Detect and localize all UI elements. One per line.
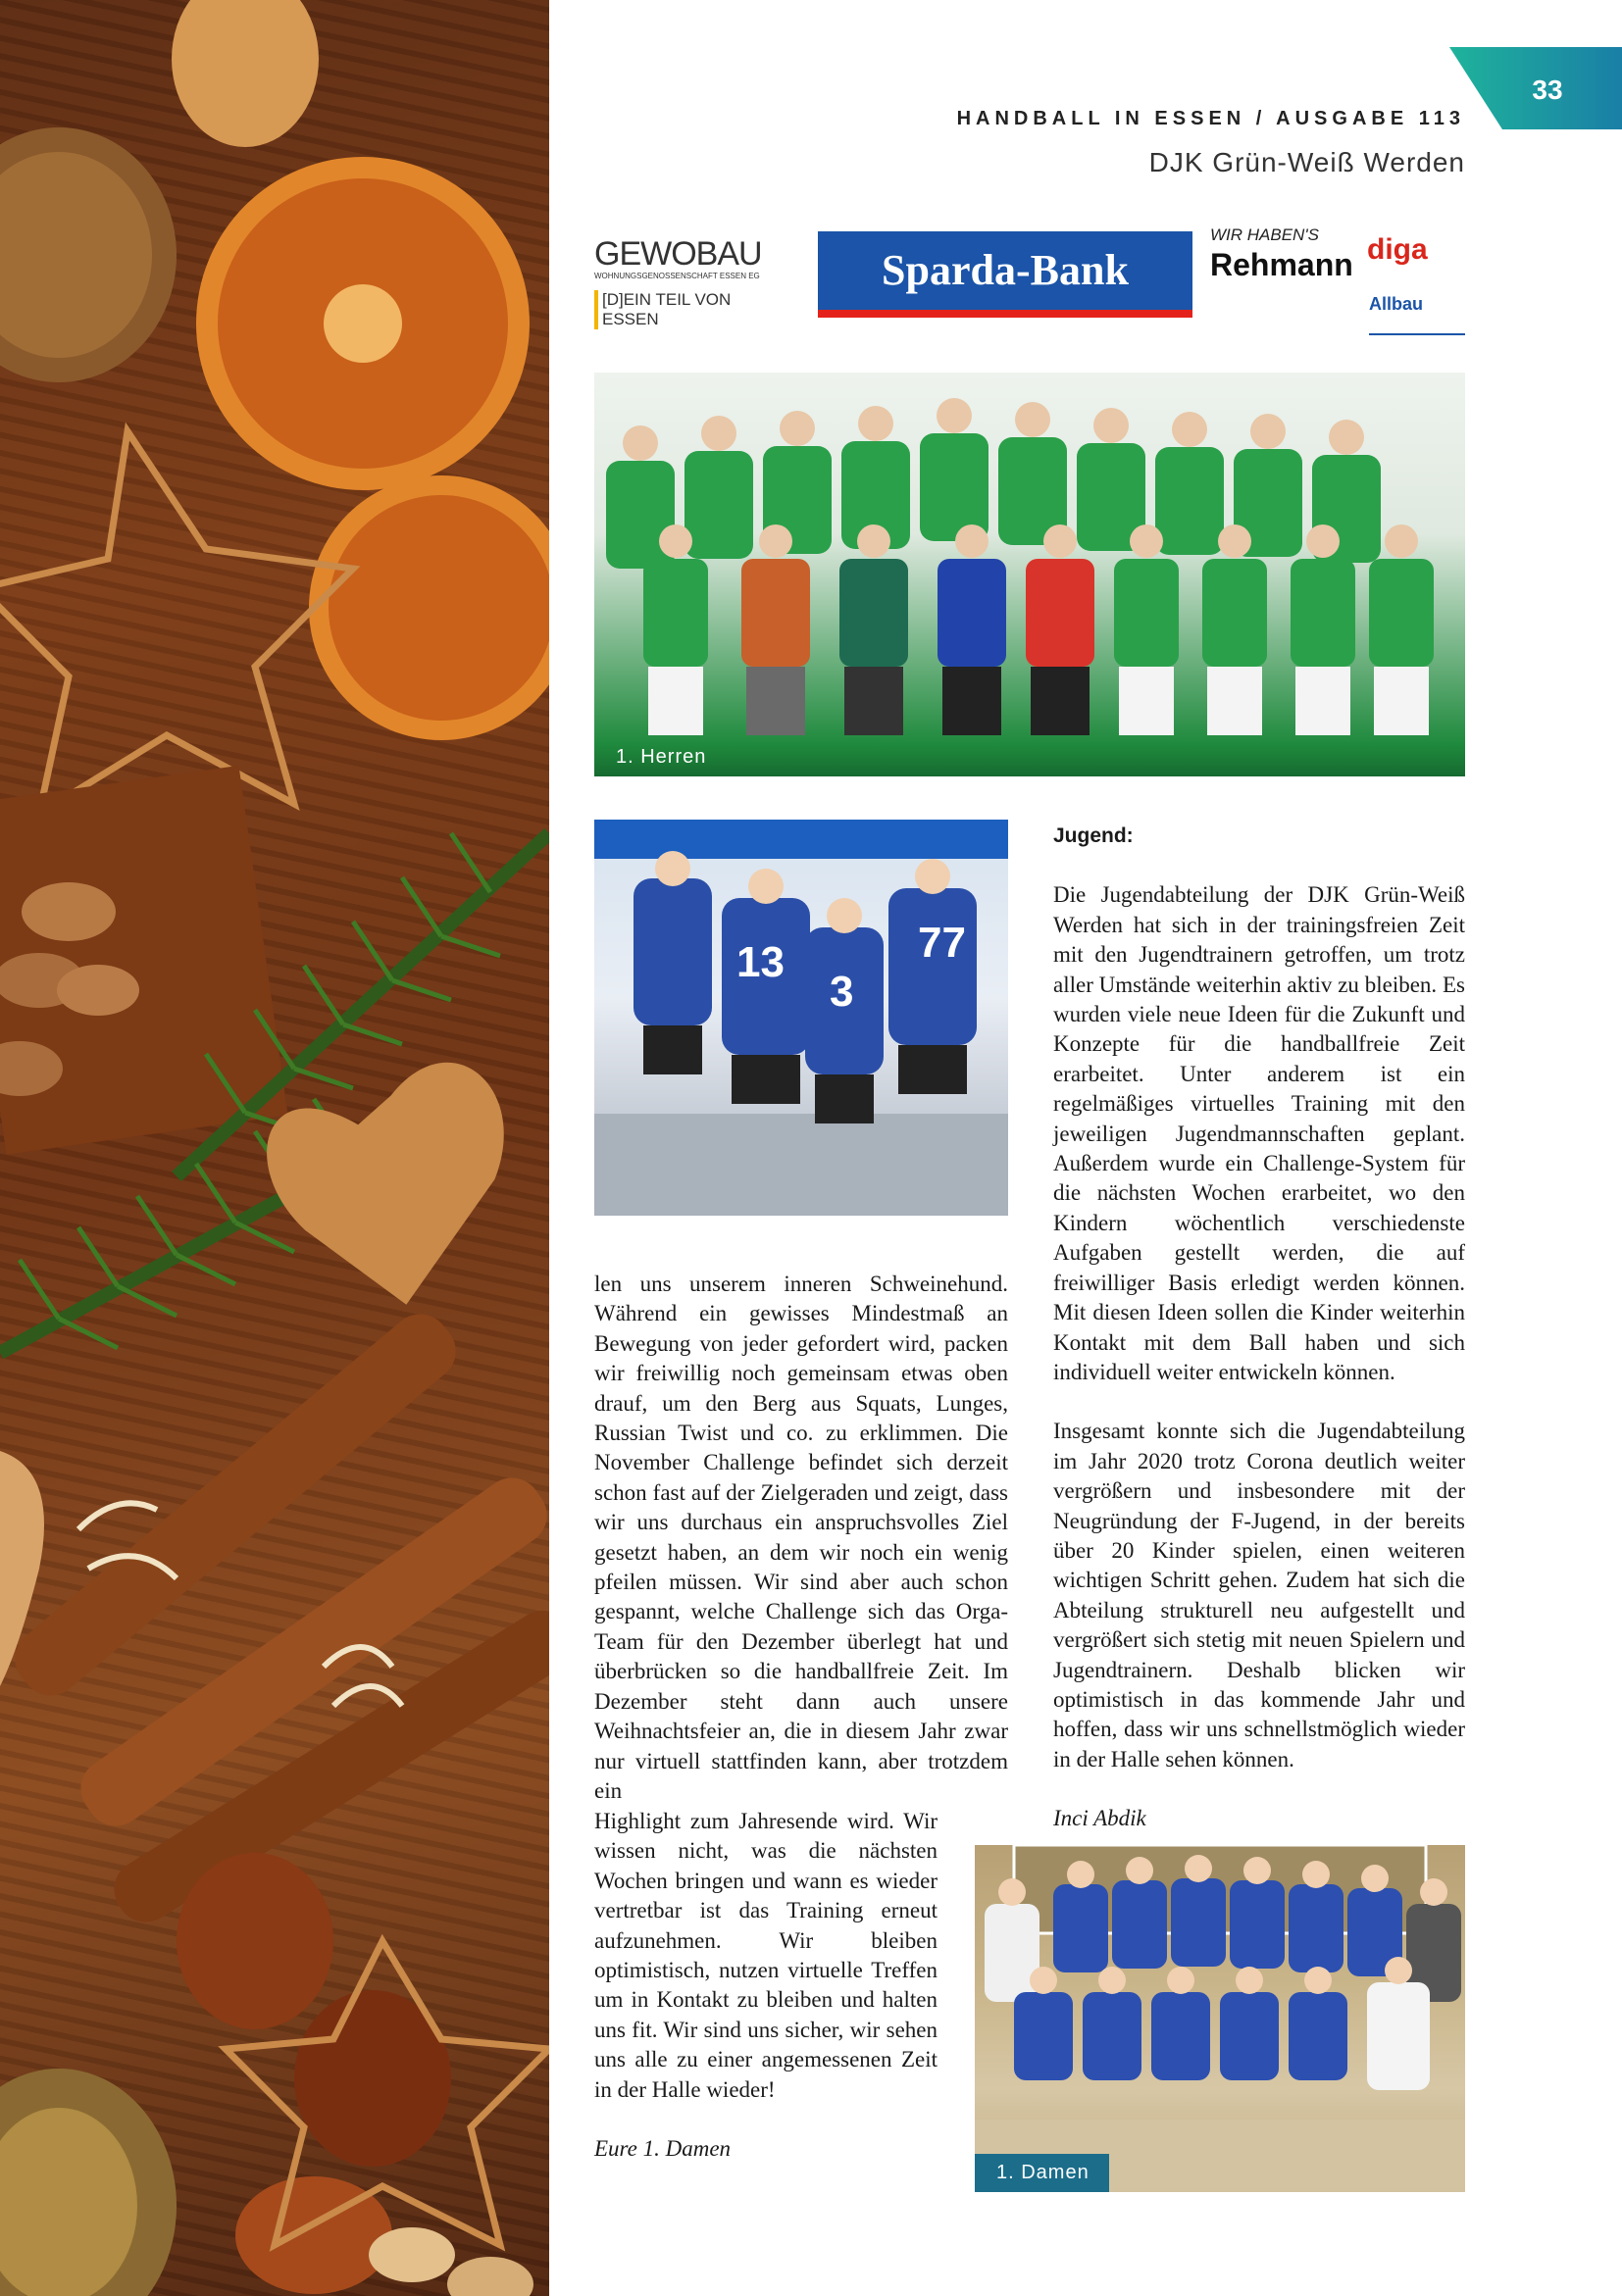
svg-text:3: 3: [830, 968, 854, 1016]
jugend-signature: Inci Abdik: [1053, 1806, 1146, 1831]
jugend-paragraph-1: Die Jugendabteilung der DJK Grün-Weiß Werden hat sich in der trainingsfreien Zeit mit den Jugendtrainern getroffen, um trotz aller Umstände weiterhin aktiv zu bleiben. Es wurden viele neue Ideen für die Zukunft und Konzepte für die handballfreie Zeit erarbeitet. Unter anderem ist ein regelmäßiges virtuelles Training mit den jeweiligen Jugendmannschaften geplant. Außerdem wurde ein Challenge-System für die nächsten Wochen erarbeitet, wo den Kindern wöchentlich verschiedenste Aufgaben gestellt werden, die auf freiwilliger Basis erledigt werden können. Mit diesen Ideen sollen die Kinder weiterhin Kontakt mit dem Ball haben und sich individuell weiter entwickeln können.: [1053, 882, 1465, 1384]
left-signature: Eure 1. Damen: [594, 2136, 732, 2162]
gewobau-logo: [594, 235, 790, 333]
gewobau-tagline: WOHNUNGSGENOSSENSCHAFT ESSEN EG: [594, 272, 760, 280]
diga-logo: [1367, 233, 1465, 273]
rehmann-name: Rehmann: [1210, 247, 1353, 282]
gewobau-claim: [D]EIN TEIL VON ESSEN: [594, 290, 790, 329]
left-paragraph: len uns unserem inneren Schweinehund. Während ein gewisses Mindestmaß an Bewegung von jeder gefordert wird, packen wir freiwillig noch gemeinsam etwas oben drauf, um den Berg aus Squats, Lunges, Russian Twist und co. zu erklimmen. Die November Challenge befindet sich derzeit schon fast auf der Zielgeraden und zeigt, dass wir uns durchaus ein anspruchsvolles Ziel gesetzt haben, an dem wir noch ein wenig pfeilen müssen. Wir sind aber auch schon gespannt, welche Challenge sich das Orga-Team für den Dezember überlegt hat und überbrücken so die handballfreie Zeit. Im Dezember steht dann auch unsere Weihnachtsfeier an, die in diesem Jahr zwar nur virtuell stattfinden kann, aber trotzdem ein: [594, 1272, 1008, 1803]
rehmann-slogan: WIR HABEN'S: [1210, 225, 1319, 244]
left-column-text-narrow: [594, 1807, 938, 2164]
allbau-logo: [1369, 294, 1465, 335]
damen-action-photo: [594, 820, 1008, 1216]
decorative-christmas-photo: [0, 0, 549, 2296]
diga-name: diga: [1367, 233, 1428, 266]
page-number-tab: [1449, 47, 1622, 129]
svg-text:13: 13: [736, 938, 785, 986]
jugend-paragraph-2: Insgesamt konnte sich die Jugendabteilung im Jahr 2020 trotz Corona deutlich weiter vergrößern und insbesondere mit der Neugründung der F-Jugend, in der bereits über 20 Kinder spielen, einen weiteren wichtigen Schritt gehen. Zudem hat sich die Abteilung strukturell neu aufgestellt und vergrößert sich stetig mit neuen Spielern und Jugendtrainern. Deshalb blicken wir optimistisch in das kommende Jahr und hoffen, dass wir uns schnellstmöglich wieder in der Halle sehen können.: [1053, 1419, 1465, 1772]
sparda-bank-logo: [818, 231, 1192, 318]
rehmann-logo: [1210, 225, 1357, 324]
herren-team-photo: [594, 373, 1465, 776]
publication-title: HANDBALL IN ESSEN / AUSGABE 113: [956, 108, 1465, 129]
jugend-heading: Jugend:: [1053, 824, 1134, 847]
sparda-bank-name: Sparda-Bank: [882, 246, 1129, 294]
allbau-name: Allbau: [1369, 294, 1424, 314]
gewobau-name: GEWOBAU: [594, 235, 762, 273]
page-number: 33: [1532, 75, 1563, 105]
damen-team-photo: [975, 1845, 1465, 2192]
sponsor-banner: [594, 225, 1465, 343]
right-column-text: [1053, 822, 1465, 1834]
left-column-text: [594, 1270, 1008, 1806]
herren-caption: 1. Herren: [616, 746, 707, 768]
club-name: DJK Grün-Weiß Werden: [1148, 147, 1465, 177]
damen-caption: 1. Damen: [975, 2154, 1109, 2192]
left-paragraph-narrow: Highlight zum Jahresende wird. Wir wissen nicht, was die nächsten Wochen bringen und wann es wieder vertretbar ist das Training erneut aufzunehmen. Wir bleiben optimistisch, nutzen virtuelle Treffen um in Kontakt zu bleiben und halten uns fit. Wir sind uns sicher, wir sehen uns alle zu einer angemessenen Zeit in der Halle wieder!: [594, 1809, 938, 2102]
svg-text:77: 77: [918, 919, 966, 967]
